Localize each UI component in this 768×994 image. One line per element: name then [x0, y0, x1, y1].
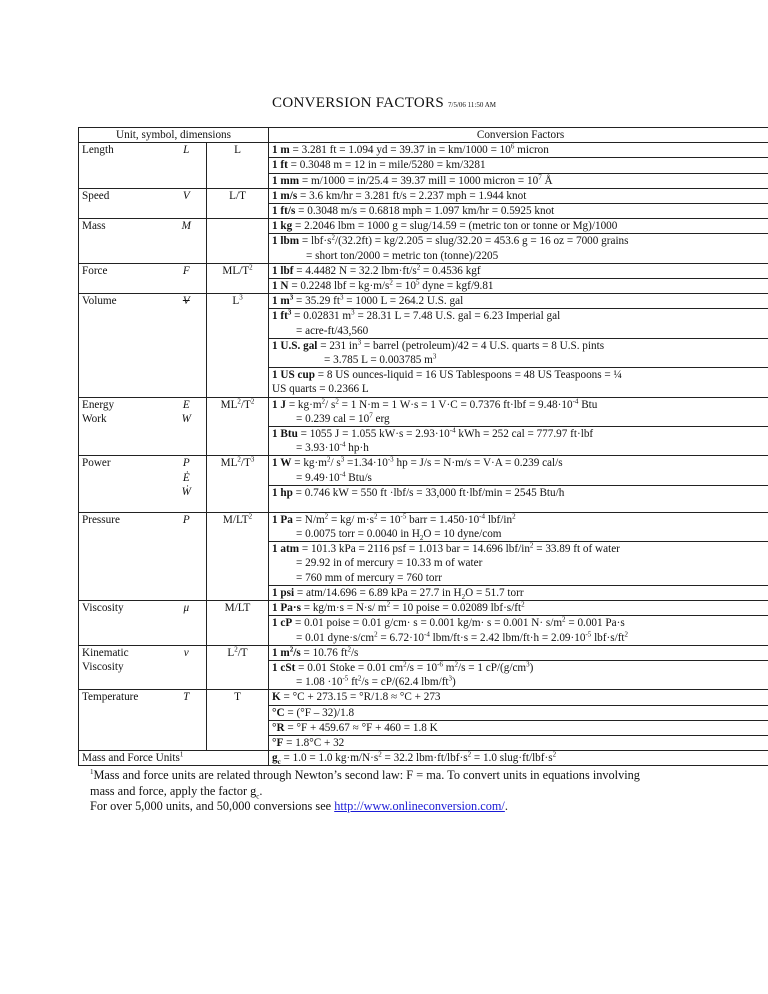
quantity-dimension: $ML^2/T^2$ [207, 397, 269, 456]
quantity-name: Speed [79, 188, 167, 218]
factor-cell: °F = 1.8°C + 32 [269, 735, 768, 750]
factor-cell: 1 cP = 0.01 poise = 0.01 g/cm· s = 0.001 kg/m· s = 0.001 $N\cdot s/m^2 = 0.001$ Pa·s = 0.01 $dyne\cdot s/cm^2 = 6.72\cdot 10^{-4}$ lbm/ft·s = 2.42 $lbm/ft\cdot h = 2.09\cdot 10^{-5}$ $lbf\cdot s/ft^2$ [269, 616, 768, 645]
factor-cell: 1 psi = atm/14.696 = 6.89 kPa = 27.7 in $H_2O = 51.7$ torr [269, 585, 768, 600]
quantity-dimension: T [207, 690, 269, 751]
quantity-name: Kinematic Viscosity [79, 645, 167, 690]
factor-cell: 1 m/s = 3.6 km/hr = 3.281 ft/s = 2.237 mph = 1.944 knot [269, 188, 768, 203]
quantity-name: Pressure [79, 512, 167, 600]
header-unit: Unit, symbol, dimensions [79, 128, 269, 143]
quantity-name: Energy Work [79, 397, 167, 456]
factor-cell: 1 U.S. gal = 231 $in^3$ = barrel (petroleum)/42 = 4 U.S. quarts = 8 U.S. pints = 3.785 L = 0.003785 $m^3$ [269, 338, 768, 367]
footnote [90, 768, 700, 815]
quantity-name: Volume [79, 294, 167, 397]
quantity-name: Viscosity [79, 601, 167, 646]
quantity-symbol: L [167, 143, 207, 189]
table-header-row [79, 128, 768, 143]
quantity-name: Power [79, 456, 167, 512]
footnote-line-2: mass and force, apply the factor $g_c$. [90, 783, 263, 800]
factor-cell: 1 lbm = $lbf\cdot s^2/(32.2ft) = kg/2.205$ = slug/32.20 = 453.6 g = 16 oz = 7000 grains = short ton/2000 = metric ton (tonne)/2205 [269, 234, 768, 263]
factor-cell: °R = °F + 459.67 ≈ °F + 460 = 1.8 K [269, 720, 768, 735]
quantity-dimension: M/LT [207, 601, 269, 646]
factor-cell: 1 ft = 0.3048 m = 12 in = mile/5280 = km/3281 [269, 158, 768, 173]
quantity-symbol: T [167, 690, 207, 751]
factor-cell: 1 lbf = 4.4482 N = 32.2 $lbm\cdot ft/s^2 = 0.4536$ kgf [269, 263, 768, 278]
conversion-table [78, 127, 768, 766]
factor-cell: 1 m = 3.281 ft = 1.094 yd = 39.37 in = $km/1000 = 10^6$ micron [269, 143, 768, 158]
quantity-dimension: $ML^2/T^3$ [207, 456, 269, 512]
factor-cell: 1 US cup = 8 US ounces-liquid = 16 US Tablespoons = 48 US Teaspoons = ¼ US quarts = 0.2366 L [269, 368, 768, 397]
factor-cell: 1 ft/s = 0.3048 m/s = 0.6818 mph = 1.097 km/hr = 0.5925 knot [269, 204, 768, 219]
quantity-symbol: μ [167, 601, 207, 646]
table-row [79, 143, 768, 158]
page-title: CONVERSION FACTORS [272, 95, 444, 111]
quantity-symbol: V [167, 188, 207, 218]
quantity-symbol: ν [167, 645, 207, 690]
factor-cell: °C = (°F – 32)/1.8 [269, 705, 768, 720]
quantity-symbol: M [167, 219, 207, 264]
quantity-dimension: L [207, 143, 269, 189]
onlineconversion-link[interactable]: http://www.onlineconversion.com/ [334, 799, 505, 813]
quantity-name: Mass [79, 219, 167, 264]
factor-cell: 1 hp = 0.746 kW = 550 ft ·lbf/s = 33,000 ft·lbf/min = 2545 Btu/h [269, 485, 768, 512]
quantity-dimension [207, 219, 269, 264]
header-factors: Conversion Factors [269, 128, 768, 143]
factor-cell: 1 Pa·s = kg/m·s = N·s/ $m^2 = 10$ poise = 0.02089 $lbf\cdot s/ft^2$ [269, 601, 768, 616]
quantity-symbol: E W [167, 397, 207, 456]
factor-cell: 1 $W = kg\cdot m^2/$ $s^3 =1.34\cdot 10^{-3}$ hp = J/s = N·m/s = V·A = 0.239 cal/s = $9.49\cdot 10^{-4}$ Btu/s [269, 456, 768, 485]
quantity-name: Force [79, 263, 167, 293]
factor-cell: $g_c = 1.0 = 1.0$ $kg\cdot m/N\cdot s^2 = 32.2$ $lbm\cdot ft/lbf\cdot s^2 = 1.0$ $slug\cdot ft/lbf\cdot s^2$ [269, 751, 768, 766]
factor-cell: 1 $m^3 = 35.29$ $ft^3 = 1000$ L = 264.2 U.S. gal [269, 294, 768, 309]
quantity-dimension: $ML/T^2$ [207, 263, 269, 293]
factor-cell: 1 N = 0.2248 lbf = $kg\cdot m/s^2 = 10^5$ dyne = kgf/9.81 [269, 279, 768, 294]
factor-cell: 1 $m^2/s = 10.76$ $ft^2/s$ [269, 645, 768, 660]
quantity-name: Mass and Force Units$^1$ [79, 751, 269, 766]
factor-cell: 1 mm = m/1000 = in/25.4 = 39.37 mill = 1000 micron = $10^7$ Å [269, 173, 768, 188]
quantity-symbol: P [167, 512, 207, 600]
quantity-dimension: $L^3$ [207, 294, 269, 397]
factor-cell: 1 Btu = 1055 J = 1.055 $kW\cdot s = 2.93\cdot 10^{-4}$ kWh = 252 cal = 777.97 ft·lbf = $3.93\cdot 10^{-4}$ hp·h [269, 427, 768, 456]
quantity-symbol: P Ė Ẇ [167, 456, 207, 512]
quantity-dimension: $M/LT^2$ [207, 512, 269, 600]
factor-cell: K = °C + 273.15 = °R/1.8 ≈ °C + 273 [269, 690, 768, 705]
footnote-line-1: $^1$Mass and force units are related through Newton’s second law: F = ma. To convert units in equations involving [90, 767, 640, 782]
title-block [0, 94, 768, 112]
factor-cell: 1 cSt = 0.01 Stoke = 0.01 $cm^2/s = 10^{-6}$ $m^2/s = 1$ $cP/(g/cm^3)$ = $1.08 \cdot 10^{-5}$ $ft^2/s = cP/(62.4$ lbm/$ft^3$) [269, 660, 768, 689]
factor-cell: 1 atm = 101.3 kPa = 2116 psf = 1.013 bar = 14.696 lbf/$in^2 = 33.89$ ft of water = 29.92 in of mercury = 10.33 m of water = 760 mm of mercury = 760 torr [269, 542, 768, 586]
quantity-symbol: F [167, 263, 207, 293]
factor-cell: 1 $ft^3 = 0.02831$ $m^3 = 28.31$ L = 7.48 U.S. gal = 6.23 Imperial gal = acre-ft/43,560 [269, 309, 768, 338]
quantity-name: Temperature [79, 690, 167, 751]
quantity-symbol: V [167, 294, 207, 397]
quantity-name: Length [79, 143, 167, 189]
quantity-dimension: $L^2/T$ [207, 645, 269, 690]
factor-cell: 1 $J = kg\cdot m^2/$ $s^2 = 1$ N·m = 1 W·s = 1 V·C = 0.7376 $ft\cdot lbf = 9.48\cdot 10^{-4}$ Btu = 0.239 cal = $10^7$ erg [269, 397, 768, 426]
timestamp: 7/5/06 11:50 AM [448, 101, 496, 109]
footnote-line-3: For over 5,000 units, and 50,000 conversions see http://www.onlineconversion.com/. [90, 799, 508, 813]
factor-cell: 1 $Pa = N/m^2 = kg/$ $m\cdot s^2 = 10^{-5}$ barr = $1.450\cdot 10^{-4}$ lbf/$in^2$ = 0.0075 torr = 0.0040 in $H_2O = 10$ dyne/com [269, 512, 768, 541]
factor-cell: 1 kg = 2.2046 lbm = 1000 g = slug/14.59 = (metric ton or tonne or Mg)/1000 [269, 219, 768, 234]
quantity-dimension: L/T [207, 188, 269, 218]
